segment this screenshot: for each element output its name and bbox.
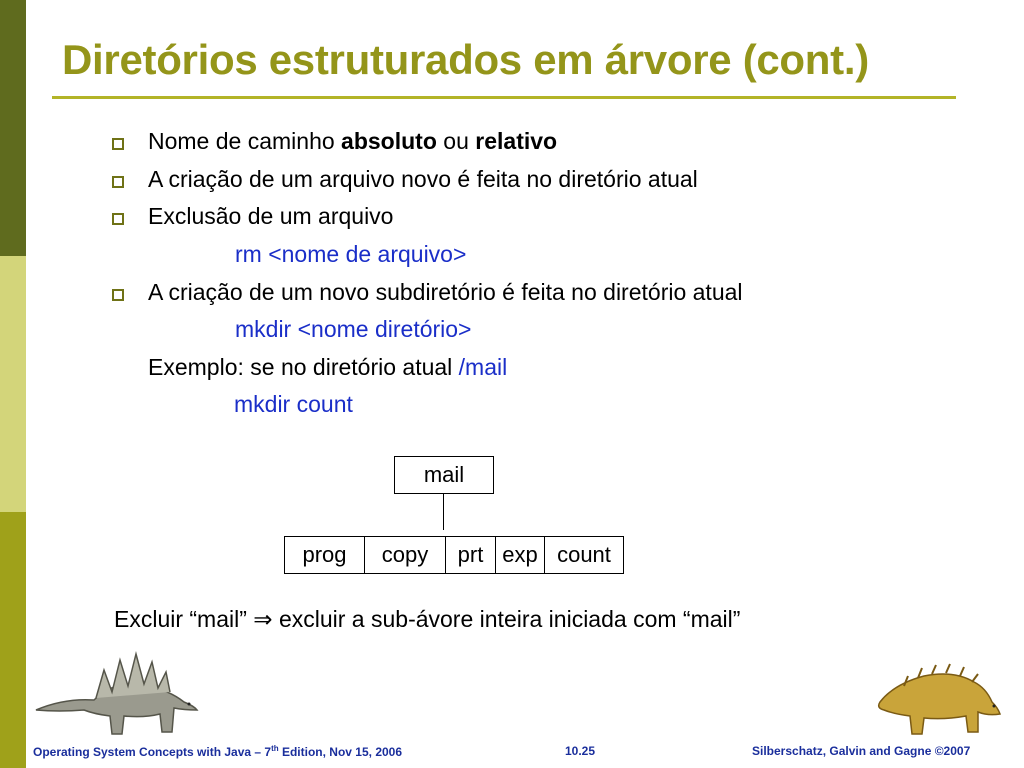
ankylosaurus-illustration xyxy=(874,662,1004,742)
example-path: /mail xyxy=(458,354,508,380)
left-sidebar xyxy=(0,0,26,768)
bullet-delete-file: Exclusão de um arquivo xyxy=(148,203,394,229)
sidebar-band-light xyxy=(0,256,26,512)
footer-superscript: th xyxy=(271,744,279,753)
bullet-marker xyxy=(112,289,124,301)
bullet-create-subdir: A criação de um novo subdiretório é feita no diretório atual xyxy=(148,279,743,305)
command-mkdir-count: mkdir count xyxy=(234,391,353,417)
implies-arrow-icon: ⇒ xyxy=(253,606,273,632)
tree-connector xyxy=(443,494,444,530)
tree-root-mail: mail xyxy=(394,456,494,494)
bullet-marker xyxy=(112,213,124,225)
slide-title: Diretórios estruturados em árvore (cont.) xyxy=(62,36,869,83)
example-line xyxy=(148,354,507,381)
note-text: excluir a sub-ávore inteira iniciada com “mail” xyxy=(272,606,741,632)
bullet-create-file: A criação de um arquivo novo é feita no diretório atual xyxy=(148,166,698,192)
bullet-text-ou: ou xyxy=(436,128,476,154)
bold-absoluto: absoluto xyxy=(341,128,437,154)
stegosaurus-illustration xyxy=(34,640,199,740)
sidebar-band-dark xyxy=(0,0,26,256)
tree-child: count xyxy=(557,542,611,567)
example-label: Exemplo: se no diretório atual xyxy=(148,354,459,380)
slide-number: 10.25 xyxy=(565,744,596,758)
tree-child: copy xyxy=(365,537,446,573)
bullet-absolute-relative xyxy=(148,128,557,155)
tree-child: prog xyxy=(285,537,365,573)
sidebar-band-olive xyxy=(0,512,26,768)
footer-copyright: Silberschatz, Galvin and Gagne ©2007 xyxy=(752,744,971,758)
tree-children-row xyxy=(284,536,624,574)
command-mkdir: mkdir <nome diretório> xyxy=(235,316,472,342)
tree-child: prt xyxy=(446,537,496,573)
command-rm: rm <nome de arquivo> xyxy=(235,241,467,267)
footer-book-info xyxy=(33,744,402,759)
bullet-marker xyxy=(112,138,124,150)
footer-text: Operating System Concepts with Java – 7 xyxy=(33,745,272,759)
delete-note xyxy=(114,606,740,633)
footer-text: Edition, Nov 15, 2006 xyxy=(278,745,403,759)
title-underline xyxy=(52,96,956,99)
bold-relativo: relativo xyxy=(475,128,558,154)
tree-child: exp xyxy=(496,537,545,573)
bullet-text: Nome de caminho xyxy=(148,128,342,154)
bullet-marker xyxy=(112,176,124,188)
note-text: Excluir “mail” xyxy=(114,606,254,632)
